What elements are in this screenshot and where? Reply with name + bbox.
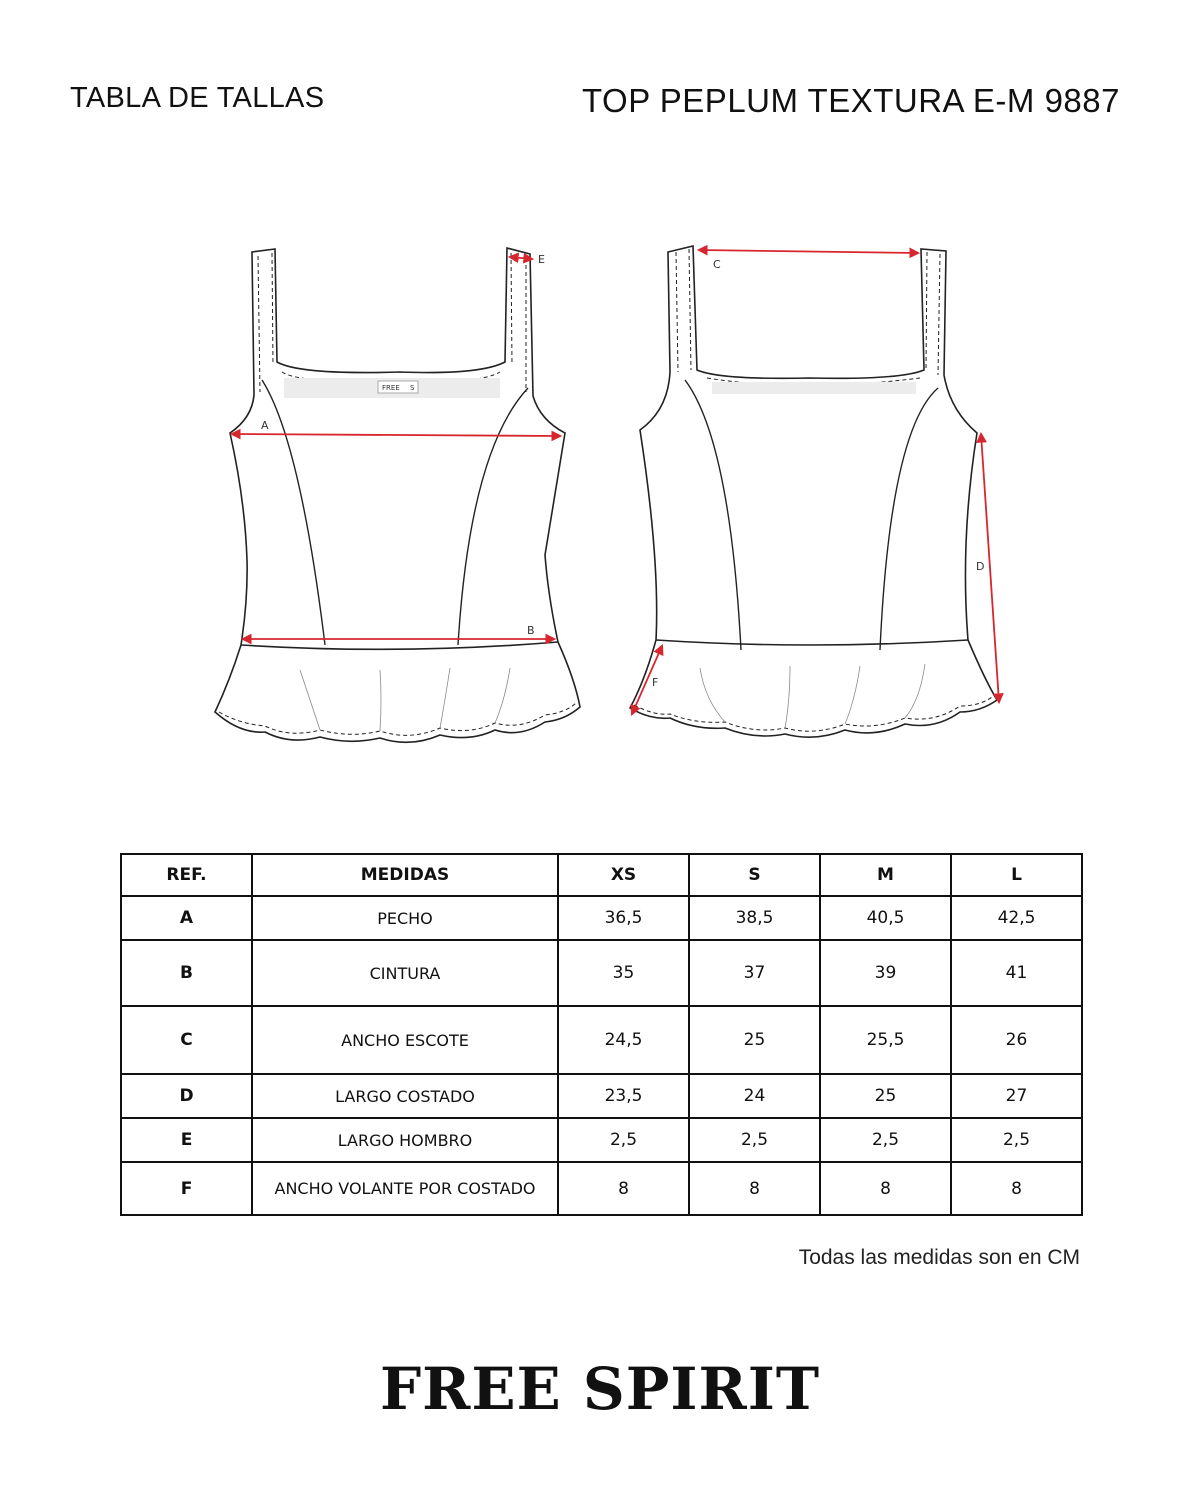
row-measure: ANCHO ESCOTE	[252, 1006, 558, 1074]
row-value-s: 38,5	[689, 896, 820, 940]
row-ref: C	[121, 1006, 252, 1074]
header-medidas: MEDIDAS	[252, 854, 558, 896]
marker-e: E	[538, 253, 545, 266]
row-value-l: 8	[951, 1162, 1082, 1215]
table-row	[121, 1074, 1082, 1118]
arrow-c	[699, 250, 918, 253]
row-ref: D	[121, 1074, 252, 1118]
row-value-l: 26	[951, 1006, 1082, 1074]
row-value-l: 41	[951, 940, 1082, 1006]
arrow-a	[232, 434, 560, 436]
table-row	[121, 896, 1082, 940]
row-value-s: 25	[689, 1006, 820, 1074]
marker-d: D	[976, 560, 985, 573]
row-value-m: 2,5	[820, 1118, 951, 1162]
header-m: M	[820, 854, 951, 896]
table-row	[121, 1118, 1082, 1162]
row-ref: A	[121, 896, 252, 940]
product-title: TOP PEPLUM TEXTURA E-M 9887	[581, 82, 1120, 119]
marker-a: A	[261, 419, 269, 432]
row-measure: LARGO HOMBRO	[252, 1118, 558, 1162]
back-outline	[630, 246, 997, 737]
row-value-xs: 35	[558, 940, 689, 1006]
table-header-row	[121, 854, 1082, 896]
row-ref: B	[121, 940, 252, 1006]
row-value-m: 39	[820, 940, 951, 1006]
row-measure: ANCHO VOLANTE POR COSTADO	[252, 1162, 558, 1215]
row-value-s: 8	[689, 1162, 820, 1215]
back-view	[630, 246, 997, 737]
row-value-l: 27	[951, 1074, 1082, 1118]
row-ref: E	[121, 1118, 252, 1162]
care-label-size: S	[410, 384, 415, 392]
arrow-e	[510, 257, 532, 259]
row-value-l: 2,5	[951, 1118, 1082, 1162]
row-ref: F	[121, 1162, 252, 1215]
row-value-s: 37	[689, 940, 820, 1006]
brand-logo: FREE SPIRIT	[379, 1355, 821, 1423]
row-measure: LARGO COSTADO	[252, 1074, 558, 1118]
header-l: L	[951, 854, 1082, 896]
marker-f: F	[652, 676, 659, 689]
row-value-m: 25,5	[820, 1006, 951, 1074]
row-value-l: 42,5	[951, 896, 1082, 940]
units-note: Todas las medidas son en CM	[798, 1246, 1080, 1269]
header-s: S	[689, 854, 820, 896]
table-row	[121, 1162, 1082, 1215]
marker-b: B	[527, 624, 535, 637]
row-value-xs: 2,5	[558, 1118, 689, 1162]
row-value-s: 24	[689, 1074, 820, 1118]
front-outline	[215, 248, 580, 742]
header-xs: XS	[558, 854, 689, 896]
front-view	[215, 248, 580, 742]
row-value-m: 40,5	[820, 896, 951, 940]
marker-c: C	[713, 258, 721, 271]
row-value-xs: 8	[558, 1162, 689, 1215]
row-measure: PECHO	[252, 896, 558, 940]
size-table	[120, 853, 1083, 1216]
table-row	[121, 940, 1082, 1006]
header-ref: REF.	[121, 854, 252, 896]
row-value-xs: 23,5	[558, 1074, 689, 1118]
row-value-m: 25	[820, 1074, 951, 1118]
table-row	[121, 1006, 1082, 1074]
document-title: TABLA DE TALLAS	[70, 82, 325, 114]
row-value-s: 2,5	[689, 1118, 820, 1162]
row-value-xs: 24,5	[558, 1006, 689, 1074]
row-value-xs: 36,5	[558, 896, 689, 940]
row-value-m: 8	[820, 1162, 951, 1215]
row-measure: CINTURA	[252, 940, 558, 1006]
care-label-tag: FREE	[382, 384, 400, 392]
